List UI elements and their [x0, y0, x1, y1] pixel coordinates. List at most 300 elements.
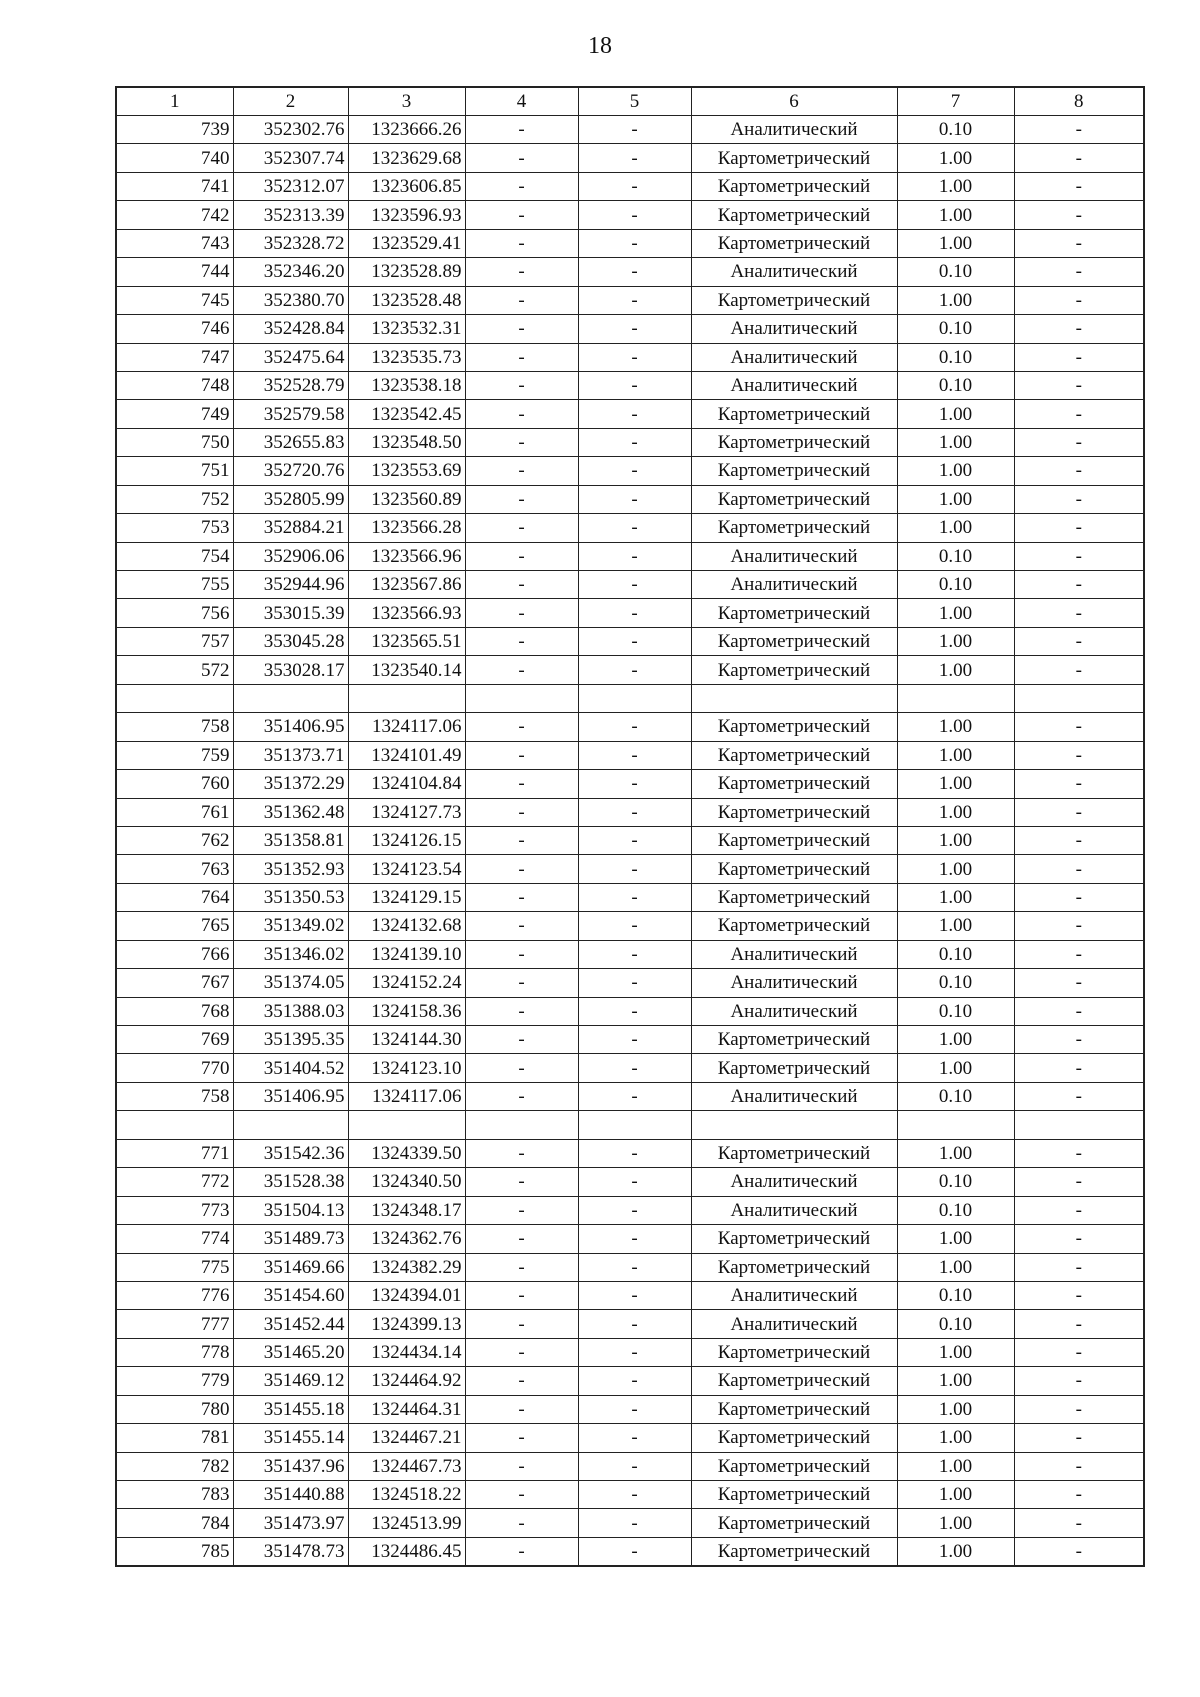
- cell-accuracy: 1.00: [897, 1253, 1014, 1281]
- cell-x-coordinate: 352720.76: [233, 457, 348, 485]
- cell-x-coordinate: [233, 684, 348, 712]
- cell-y-coordinate: 1323566.28: [348, 514, 465, 542]
- table-row: [116, 770, 1144, 798]
- cell-accuracy: 0.10: [897, 343, 1014, 371]
- table-row: [116, 286, 1144, 314]
- cell-point-number: 761: [116, 798, 233, 826]
- cell-point-number: 773: [116, 1196, 233, 1224]
- cell-col-5: -: [578, 1139, 691, 1167]
- cell-accuracy: 1.00: [897, 1424, 1014, 1452]
- cell-point-number: 753: [116, 514, 233, 542]
- cell-x-coordinate: 351358.81: [233, 826, 348, 854]
- cell-col-8: -: [1014, 1537, 1144, 1566]
- cell-method: Картометрический: [691, 1225, 897, 1253]
- cell-method: [691, 1111, 897, 1139]
- cell-col-8: -: [1014, 457, 1144, 485]
- cell-y-coordinate: 1324467.73: [348, 1452, 465, 1480]
- cell-y-coordinate: 1324123.10: [348, 1054, 465, 1082]
- table-row: [116, 883, 1144, 911]
- table-row: [116, 1367, 1144, 1395]
- cell-y-coordinate: 1324129.15: [348, 883, 465, 911]
- table-row: [116, 1168, 1144, 1196]
- cell-col-5: -: [578, 741, 691, 769]
- cell-x-coordinate: 352302.76: [233, 116, 348, 144]
- table-row: [116, 172, 1144, 200]
- cell-y-coordinate: 1324339.50: [348, 1139, 465, 1167]
- cell-method: Картометрический: [691, 656, 897, 684]
- cell-col-4: -: [465, 258, 578, 286]
- cell-x-coordinate: 352906.06: [233, 542, 348, 570]
- cell-y-coordinate: 1324132.68: [348, 912, 465, 940]
- cell-col-5: -: [578, 599, 691, 627]
- cell-method: Аналитический: [691, 997, 897, 1025]
- cell-method: Картометрический: [691, 599, 897, 627]
- table-row: [116, 571, 1144, 599]
- cell-col-4: -: [465, 1082, 578, 1110]
- table-row: [116, 371, 1144, 399]
- cell-col-4: -: [465, 741, 578, 769]
- cell-y-coordinate: 1323538.18: [348, 371, 465, 399]
- cell-col-8: -: [1014, 1082, 1144, 1110]
- table-row: [116, 542, 1144, 570]
- cell-accuracy: 1.00: [897, 656, 1014, 684]
- cell-x-coordinate: 351406.95: [233, 713, 348, 741]
- cell-col-5: -: [578, 912, 691, 940]
- cell-x-coordinate: 351346.02: [233, 940, 348, 968]
- cell-accuracy: 1.00: [897, 826, 1014, 854]
- cell-y-coordinate: 1323606.85: [348, 172, 465, 200]
- cell-method: Аналитический: [691, 542, 897, 570]
- cell-col-4: -: [465, 1338, 578, 1366]
- cell-x-coordinate: 352428.84: [233, 315, 348, 343]
- cell-col-4: -: [465, 343, 578, 371]
- cell-accuracy: 1.00: [897, 457, 1014, 485]
- cell-col-4: -: [465, 1481, 578, 1509]
- cell-y-coordinate: 1324139.10: [348, 940, 465, 968]
- cell-col-5: -: [578, 798, 691, 826]
- cell-method: Картометрический: [691, 1481, 897, 1509]
- cell-col-5: -: [578, 1424, 691, 1452]
- cell-col-5: -: [578, 144, 691, 172]
- cell-accuracy: 1.00: [897, 514, 1014, 542]
- cell-y-coordinate: 1324117.06: [348, 713, 465, 741]
- cell-x-coordinate: 351406.95: [233, 1082, 348, 1110]
- cell-col-8: -: [1014, 627, 1144, 655]
- cell-method: Картометрический: [691, 1054, 897, 1082]
- table-row: [116, 599, 1144, 627]
- cell-col-8: -: [1014, 201, 1144, 229]
- cell-col-8: -: [1014, 1509, 1144, 1537]
- cell-col-8: -: [1014, 997, 1144, 1025]
- cell-col-5: -: [578, 1225, 691, 1253]
- cell-col-8: -: [1014, 969, 1144, 997]
- cell-x-coordinate: 351454.60: [233, 1281, 348, 1309]
- cell-col-5: -: [578, 116, 691, 144]
- table-row: [116, 1424, 1144, 1452]
- cell-col-5: -: [578, 1537, 691, 1566]
- cell-col-4: -: [465, 514, 578, 542]
- cell-point-number: 770: [116, 1054, 233, 1082]
- table-row: [116, 969, 1144, 997]
- cell-x-coordinate: 352655.83: [233, 428, 348, 456]
- cell-x-coordinate: [233, 1111, 348, 1139]
- cell-method: Картометрический: [691, 1424, 897, 1452]
- cell-method: Картометрический: [691, 741, 897, 769]
- cell-method: Картометрический: [691, 1395, 897, 1423]
- cell-y-coordinate: 1323532.31: [348, 315, 465, 343]
- table-row: [116, 826, 1144, 854]
- cell-col-4: -: [465, 428, 578, 456]
- cell-col-5: -: [578, 1481, 691, 1509]
- cell-y-coordinate: 1324104.84: [348, 770, 465, 798]
- cell-col-8: -: [1014, 855, 1144, 883]
- cell-point-number: 765: [116, 912, 233, 940]
- cell-method: Картометрический: [691, 1139, 897, 1167]
- table-row: [116, 1338, 1144, 1366]
- cell-y-coordinate: [348, 1111, 465, 1139]
- cell-accuracy: 1.00: [897, 912, 1014, 940]
- cell-y-coordinate: 1323560.89: [348, 485, 465, 513]
- cell-col-8: -: [1014, 1196, 1144, 1224]
- cell-accuracy: 1.00: [897, 229, 1014, 257]
- cell-col-5: -: [578, 969, 691, 997]
- table-row: [116, 713, 1144, 741]
- cell-method: Аналитический: [691, 315, 897, 343]
- cell-x-coordinate: 351473.97: [233, 1509, 348, 1537]
- cell-point-number: 747: [116, 343, 233, 371]
- table-row: [116, 1196, 1144, 1224]
- cell-accuracy: 0.10: [897, 1168, 1014, 1196]
- cell-y-coordinate: 1323566.96: [348, 542, 465, 570]
- cell-accuracy: 1.00: [897, 1367, 1014, 1395]
- cell-col-8: -: [1014, 1225, 1144, 1253]
- cell-point-number: [116, 1111, 233, 1139]
- cell-y-coordinate: 1323565.51: [348, 627, 465, 655]
- cell-col-4: -: [465, 201, 578, 229]
- cell-col-4: -: [465, 1310, 578, 1338]
- cell-col-5: -: [578, 400, 691, 428]
- cell-col-8: -: [1014, 1424, 1144, 1452]
- table-row: [116, 229, 1144, 257]
- cell-x-coordinate: 351352.93: [233, 855, 348, 883]
- table-row: [116, 201, 1144, 229]
- cell-col-5: -: [578, 1026, 691, 1054]
- cell-point-number: 745: [116, 286, 233, 314]
- cell-x-coordinate: 351372.29: [233, 770, 348, 798]
- cell-point-number: 779: [116, 1367, 233, 1395]
- cell-accuracy: [897, 1111, 1014, 1139]
- cell-col-4: -: [465, 116, 578, 144]
- cell-accuracy: 0.10: [897, 258, 1014, 286]
- cell-col-5: -: [578, 457, 691, 485]
- cell-col-4: -: [465, 770, 578, 798]
- cell-point-number: 740: [116, 144, 233, 172]
- table-row: [116, 1253, 1144, 1281]
- cell-y-coordinate: 1324144.30: [348, 1026, 465, 1054]
- cell-col-8: -: [1014, 286, 1144, 314]
- cell-y-coordinate: 1323528.89: [348, 258, 465, 286]
- cell-method: Картометрический: [691, 883, 897, 911]
- cell-y-coordinate: 1323666.26: [348, 116, 465, 144]
- cell-method: Аналитический: [691, 1310, 897, 1338]
- cell-col-5: [578, 1111, 691, 1139]
- column-header: 7: [897, 87, 1014, 116]
- cell-col-8: -: [1014, 1452, 1144, 1480]
- table-row: [116, 684, 1144, 712]
- cell-col-5: -: [578, 1509, 691, 1537]
- cell-col-8: -: [1014, 428, 1144, 456]
- cell-col-5: -: [578, 542, 691, 570]
- cell-y-coordinate: 1323548.50: [348, 428, 465, 456]
- cell-accuracy: 1.00: [897, 1537, 1014, 1566]
- cell-point-number: 746: [116, 315, 233, 343]
- cell-method: Картометрический: [691, 770, 897, 798]
- cell-point-number: 744: [116, 258, 233, 286]
- cell-col-5: -: [578, 514, 691, 542]
- cell-point-number: 763: [116, 855, 233, 883]
- cell-col-8: [1014, 684, 1144, 712]
- cell-accuracy: 1.00: [897, 286, 1014, 314]
- cell-point-number: 755: [116, 571, 233, 599]
- cell-point-number: 758: [116, 1082, 233, 1110]
- cell-col-4: -: [465, 1452, 578, 1480]
- cell-y-coordinate: 1324399.13: [348, 1310, 465, 1338]
- cell-col-4: -: [465, 1281, 578, 1309]
- cell-method: Аналитический: [691, 1082, 897, 1110]
- cell-col-8: -: [1014, 798, 1144, 826]
- cell-point-number: 780: [116, 1395, 233, 1423]
- cell-y-coordinate: [348, 684, 465, 712]
- cell-accuracy: 1.00: [897, 144, 1014, 172]
- table-row: [116, 1395, 1144, 1423]
- cell-method: Картометрический: [691, 1367, 897, 1395]
- cell-col-4: -: [465, 969, 578, 997]
- cell-y-coordinate: 1324394.01: [348, 1281, 465, 1309]
- cell-col-5: [578, 684, 691, 712]
- cell-x-coordinate: 352312.07: [233, 172, 348, 200]
- cell-col-4: -: [465, 883, 578, 911]
- cell-y-coordinate: 1324127.73: [348, 798, 465, 826]
- cell-x-coordinate: 352475.64: [233, 343, 348, 371]
- column-header: 3: [348, 87, 465, 116]
- column-header: 1: [116, 87, 233, 116]
- cell-col-5: -: [578, 1196, 691, 1224]
- cell-method: Картометрический: [691, 713, 897, 741]
- cell-x-coordinate: 351478.73: [233, 1537, 348, 1566]
- cell-x-coordinate: 351465.20: [233, 1338, 348, 1366]
- cell-y-coordinate: 1323566.93: [348, 599, 465, 627]
- table-row: [116, 457, 1144, 485]
- cell-col-8: -: [1014, 741, 1144, 769]
- cell-col-5: -: [578, 371, 691, 399]
- cell-col-4: [465, 684, 578, 712]
- cell-col-4: -: [465, 144, 578, 172]
- cell-col-5: -: [578, 1054, 691, 1082]
- cell-x-coordinate: 351504.13: [233, 1196, 348, 1224]
- cell-x-coordinate: 352884.21: [233, 514, 348, 542]
- cell-point-number: 774: [116, 1225, 233, 1253]
- table-row: [116, 144, 1144, 172]
- cell-method: Картометрический: [691, 172, 897, 200]
- cell-method: Аналитический: [691, 116, 897, 144]
- cell-point-number: 759: [116, 741, 233, 769]
- cell-accuracy: 1.00: [897, 201, 1014, 229]
- cell-x-coordinate: 351455.18: [233, 1395, 348, 1423]
- column-header: 2: [233, 87, 348, 116]
- cell-y-coordinate: 1323553.69: [348, 457, 465, 485]
- table-row: [116, 656, 1144, 684]
- cell-col-5: -: [578, 940, 691, 968]
- cell-col-5: -: [578, 713, 691, 741]
- cell-accuracy: 1.00: [897, 770, 1014, 798]
- cell-y-coordinate: 1324464.92: [348, 1367, 465, 1395]
- cell-col-4: -: [465, 1225, 578, 1253]
- cell-col-4: -: [465, 457, 578, 485]
- cell-col-4: -: [465, 571, 578, 599]
- cell-y-coordinate: 1324152.24: [348, 969, 465, 997]
- cell-accuracy: 1.00: [897, 599, 1014, 627]
- cell-col-4: -: [465, 1253, 578, 1281]
- cell-point-number: 769: [116, 1026, 233, 1054]
- cell-point-number: 784: [116, 1509, 233, 1537]
- cell-point-number: 754: [116, 542, 233, 570]
- cell-x-coordinate: 351542.36: [233, 1139, 348, 1167]
- cell-method: Картометрический: [691, 428, 897, 456]
- cell-col-4: -: [465, 1424, 578, 1452]
- cell-point-number: 748: [116, 371, 233, 399]
- cell-col-8: -: [1014, 713, 1144, 741]
- table-row: [116, 428, 1144, 456]
- cell-x-coordinate: 351452.44: [233, 1310, 348, 1338]
- cell-method: Картометрический: [691, 1452, 897, 1480]
- cell-accuracy: 1.00: [897, 1026, 1014, 1054]
- cell-col-8: -: [1014, 1026, 1144, 1054]
- cell-method: Картометрический: [691, 457, 897, 485]
- cell-col-4: -: [465, 172, 578, 200]
- cell-col-8: -: [1014, 542, 1144, 570]
- cell-col-8: -: [1014, 172, 1144, 200]
- cell-col-4: -: [465, 855, 578, 883]
- cell-col-8: -: [1014, 1310, 1144, 1338]
- cell-accuracy: 0.10: [897, 1310, 1014, 1338]
- cell-x-coordinate: 352944.96: [233, 571, 348, 599]
- cell-col-8: -: [1014, 1253, 1144, 1281]
- cell-col-4: -: [465, 1537, 578, 1566]
- cell-x-coordinate: 351349.02: [233, 912, 348, 940]
- cell-col-5: -: [578, 656, 691, 684]
- cell-accuracy: 0.10: [897, 116, 1014, 144]
- table-row: [116, 741, 1144, 769]
- cell-col-8: -: [1014, 912, 1144, 940]
- cell-method: Картометрический: [691, 144, 897, 172]
- cell-y-coordinate: 1323542.45: [348, 400, 465, 428]
- cell-col-4: -: [465, 798, 578, 826]
- cell-col-4: -: [465, 713, 578, 741]
- cell-y-coordinate: 1324434.14: [348, 1338, 465, 1366]
- cell-col-4: -: [465, 1026, 578, 1054]
- table-row: [116, 1082, 1144, 1110]
- cell-method: Аналитический: [691, 1168, 897, 1196]
- table-row: [116, 1509, 1144, 1537]
- cell-accuracy: 0.10: [897, 1281, 1014, 1309]
- cell-method: Картометрический: [691, 485, 897, 513]
- cell-x-coordinate: 351350.53: [233, 883, 348, 911]
- table-row: [116, 343, 1144, 371]
- cell-col-8: -: [1014, 400, 1144, 428]
- cell-method: Картометрический: [691, 1338, 897, 1366]
- cell-point-number: 742: [116, 201, 233, 229]
- table-row: [116, 1139, 1144, 1167]
- cell-col-8: -: [1014, 883, 1144, 911]
- cell-col-4: -: [465, 627, 578, 655]
- cell-method: Картометрический: [691, 1537, 897, 1566]
- cell-point-number: 768: [116, 997, 233, 1025]
- cell-y-coordinate: 1324126.15: [348, 826, 465, 854]
- cell-col-5: -: [578, 770, 691, 798]
- table-row: [116, 940, 1144, 968]
- cell-col-5: -: [578, 1253, 691, 1281]
- cell-point-number: 756: [116, 599, 233, 627]
- cell-point-number: 741: [116, 172, 233, 200]
- cell-col-4: -: [465, 826, 578, 854]
- cell-accuracy: 1.00: [897, 741, 1014, 769]
- cell-method: Картометрический: [691, 826, 897, 854]
- cell-method: Аналитический: [691, 940, 897, 968]
- cell-point-number: 750: [116, 428, 233, 456]
- cell-x-coordinate: 352805.99: [233, 485, 348, 513]
- cell-point-number: 749: [116, 400, 233, 428]
- cell-col-8: -: [1014, 1395, 1144, 1423]
- cell-accuracy: 1.00: [897, 798, 1014, 826]
- cell-col-5: -: [578, 172, 691, 200]
- cell-col-8: -: [1014, 343, 1144, 371]
- cell-point-number: 772: [116, 1168, 233, 1196]
- cell-col-8: -: [1014, 770, 1144, 798]
- cell-accuracy: 1.00: [897, 400, 1014, 428]
- cell-col-4: -: [465, 1139, 578, 1167]
- table-row: [116, 514, 1144, 542]
- cell-point-number: 752: [116, 485, 233, 513]
- cell-col-5: -: [578, 286, 691, 314]
- cell-col-8: -: [1014, 1367, 1144, 1395]
- cell-col-4: -: [465, 912, 578, 940]
- cell-x-coordinate: 351362.48: [233, 798, 348, 826]
- cell-col-5: -: [578, 1367, 691, 1395]
- cell-accuracy: 1.00: [897, 485, 1014, 513]
- cell-point-number: 777: [116, 1310, 233, 1338]
- cell-x-coordinate: 353015.39: [233, 599, 348, 627]
- cell-x-coordinate: 351437.96: [233, 1452, 348, 1480]
- cell-col-4: -: [465, 599, 578, 627]
- cell-accuracy: 1.00: [897, 172, 1014, 200]
- cell-y-coordinate: 1324486.45: [348, 1537, 465, 1566]
- cell-accuracy: 1.00: [897, 883, 1014, 911]
- cell-col-4: -: [465, 940, 578, 968]
- cell-point-number: 781: [116, 1424, 233, 1452]
- cell-col-4: -: [465, 485, 578, 513]
- cell-col-8: -: [1014, 571, 1144, 599]
- cell-accuracy: 0.10: [897, 997, 1014, 1025]
- cell-y-coordinate: 1323529.41: [348, 229, 465, 257]
- cell-point-number: 757: [116, 627, 233, 655]
- cell-col-5: -: [578, 1310, 691, 1338]
- cell-x-coordinate: 352307.74: [233, 144, 348, 172]
- cell-x-coordinate: 351440.88: [233, 1481, 348, 1509]
- cell-x-coordinate: 351374.05: [233, 969, 348, 997]
- cell-accuracy: 0.10: [897, 315, 1014, 343]
- table-row: [116, 258, 1144, 286]
- cell-col-4: -: [465, 315, 578, 343]
